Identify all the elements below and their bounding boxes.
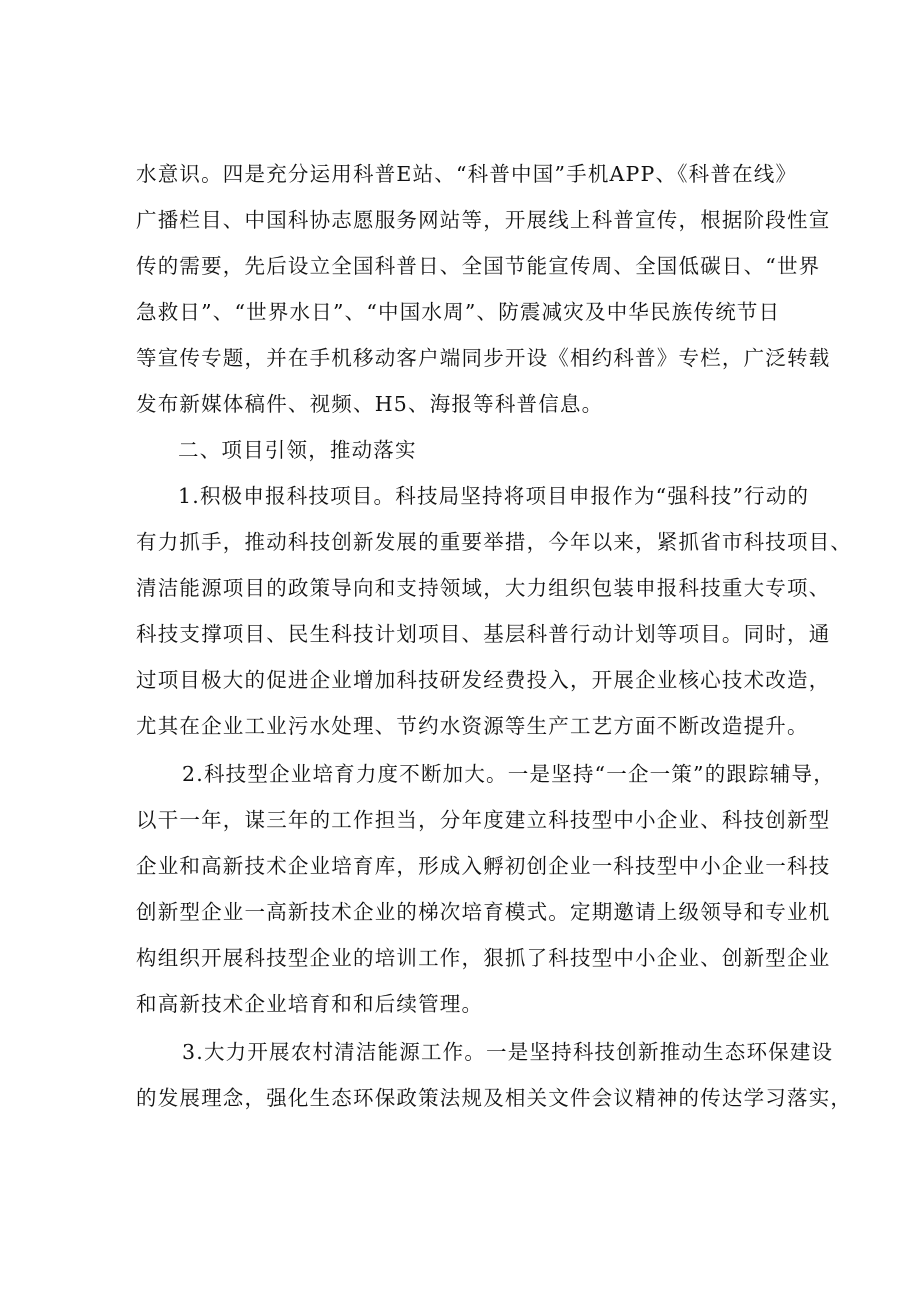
paragraph-line: 和高新技术企业培育和和后续管理。 <box>136 992 484 1016</box>
paragraph-line: 的发展理念，强化生态环保政策法规及相关文件会议精神的传达学习落实， <box>136 1086 853 1110</box>
paragraph-line: 3.大力开展农村清洁能源工作。一是坚持科技创新推动生态环保建设 <box>182 1040 834 1064</box>
paragraph-line: 传的需要，先后设立全国科普日、全国节能宣传周、全国低碳日、“世界 <box>136 254 821 278</box>
paragraph-line: 急救日”、“世界水日”、“中国水周”、防震减灾及中华民族传统节日 <box>136 300 781 324</box>
paragraph-line: 企业和高新技术企业培育库，形成入孵初创企业一科技型中小企业一科技 <box>136 854 831 878</box>
paragraph-line: 创新型企业一高新技术企业的梯次培育模式。定期邀请上级领导和专业机 <box>136 900 831 924</box>
paragraph-line: 尤其在企业工业污水处理、节约水资源等生产工艺方面不断改造提升。 <box>136 714 809 738</box>
paragraph-line: 1.积极申报科技项目。科技局坚持将项目申报作为“强科技”行动的 <box>178 484 810 508</box>
paragraph-line: 有力抓手，推动科技创新发展的重要举措，今年以来，紧抓省市科技项目、 <box>136 530 853 554</box>
paragraph-line: 科技支撑项目、民生科技计划项目、基层科普行动计划等项目。同时，通 <box>136 622 831 646</box>
section-heading: 二、项目引领，推动落实 <box>178 438 417 462</box>
paragraph-line: 2.科技型企业培育力度不断加大。一是坚持“一企一策”的跟踪辅导， <box>182 762 835 786</box>
paragraph-line: 发布新媒体稿件、视频、H5、海报等科普信息。 <box>136 392 604 416</box>
paragraph-line: 清洁能源项目的政策导向和支持领域，大力组织包装申报科技重大专项、 <box>136 576 831 600</box>
paragraph-line: 以干一年，谋三年的工作担当，分年度建立科技型中小企业、科技创新型 <box>136 808 831 832</box>
paragraph-line: 构组织开展科技型企业的培训工作，狠抓了科技型中小企业、创新型企业 <box>136 946 831 970</box>
paragraph-line: 等宣传专题，并在手机移动客户端同步开设《相约科普》专栏，广泛转载 <box>136 346 831 370</box>
paragraph-line: 广播栏目、中国科协志愿服务网站等，开展线上科普宣传，根据阶段性宣 <box>136 208 831 232</box>
paragraph-line: 水意识。四是充分运用科普E站、“科普中国”手机APP、《科普在线》 <box>136 162 798 186</box>
paragraph-line: 过项目极大的促进企业增加科技研发经费投入，开展企业核心技术改造， <box>136 668 831 692</box>
